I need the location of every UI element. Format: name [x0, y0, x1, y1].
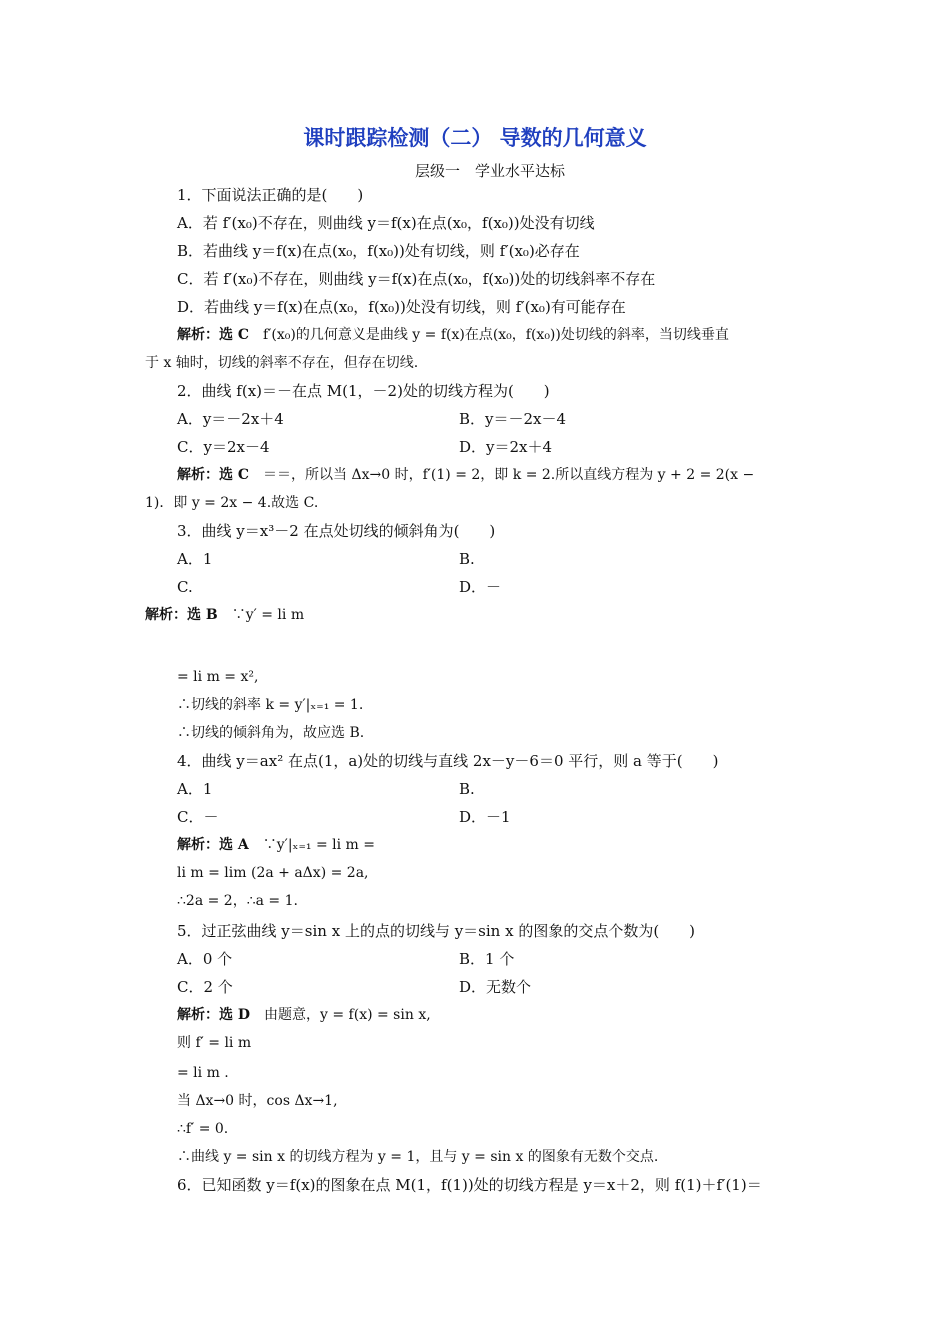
q4-stem: 4．曲线 y＝ax² 在点(1，a)处的切线与直线 2x－y－6＝0 平行，则 a 等于( ): [177, 752, 719, 770]
q5-solution-line5: ∴f′ = 0.: [177, 1121, 229, 1137]
q2-option-c: C．y＝2x－4: [177, 438, 270, 456]
q5-solution-line1: 解析：选 D 由题意，y = f(x) = sin x,: [177, 1007, 431, 1023]
section-subtitle: 层级一 学业水平达标: [414, 162, 565, 180]
q6-stem: 6．已知函数 y＝f(x)的图象在点 M(1，f(1))处的切线方程是 y＝x＋2，则 f(1)＋f′(1)＝: [177, 1176, 762, 1194]
q1-option-c: C．若 f′(x₀)不存在，则曲线 y＝f(x)在点(x₀，f(x₀))处的切线斜率不存在: [177, 270, 656, 288]
q2-option-b: B．y＝－2x－4: [459, 410, 567, 428]
q1-option-b: B．若曲线 y＝f(x)在点(x₀，f(x₀))处有切线，则 f′(x₀)必存在: [177, 242, 580, 260]
q1-stem: 1．下面说法正确的是( ): [177, 186, 364, 204]
q2-solution-line1: 解析：选 C ＝＝，所以当 Δx→0 时，f′(1) = 2，即 k = 2.所以直线方程为 y + 2 = 2(x −: [177, 467, 755, 483]
q5-solution-line3: = li m .: [177, 1065, 229, 1081]
q4-solution-line2: li m = lim (2a + aΔx) = 2a,: [177, 865, 369, 881]
q5-option-a: A．0 个: [177, 950, 233, 968]
q4-option-a: A．1: [177, 780, 213, 798]
q3-option-c: C.: [177, 578, 193, 596]
q1-solution-line1: 解析：选 C f′(x₀)的几何意义是曲线 y = f(x)在点(x₀，f(x₀))处切线的斜率，当切线垂直: [177, 327, 729, 343]
q5-option-b: B．1 个: [459, 950, 515, 968]
q2-stem: 2．曲线 f(x)＝－在点 M(1，－2)处的切线方程为( ): [177, 382, 550, 400]
q1-option-a: A．若 f′(x₀)不存在，则曲线 y＝f(x)在点(x₀，f(x₀))处没有切线: [177, 214, 595, 232]
q1-solution-line2: 于 x 轴时，切线的斜率不存在，但存在切线.: [145, 355, 419, 371]
q5-solution-line2: 则 f′ = li m: [177, 1035, 252, 1051]
q3-solution-line4: ∴切线的倾斜角为，故应选 B.: [177, 725, 365, 741]
q1-option-d: D．若曲线 y＝f(x)在点(x₀，f(x₀))处没有切线，则 f′(x₀)有可能存在: [177, 298, 626, 316]
q3-solution-line1: 解析：选 B ∵y′ = li m: [145, 607, 305, 623]
page-title: 课时跟踪检测（二） 导数的几何意义: [303, 126, 647, 150]
q2-option-d: D．y＝2x＋4: [459, 438, 553, 456]
q2-option-a: A．y＝－2x＋4: [177, 410, 284, 428]
q4-option-d: D．－1: [459, 808, 511, 826]
q5-option-c: C．2 个: [177, 978, 233, 996]
q5-solution-line4: 当 Δx→0 时，cos Δx→1,: [177, 1093, 338, 1109]
q3-solution-line3: ∴切线的斜率 k = y′|ₓ₌₁ = 1.: [177, 697, 364, 713]
q4-option-b: B.: [459, 780, 475, 798]
q4-option-c: C．－: [177, 808, 219, 826]
q3-option-d: D．－: [459, 578, 502, 596]
q4-solution-line1: 解析：选 A ∵y′|ₓ₌₁ = li m =: [177, 837, 375, 853]
q5-solution-line6: ∴曲线 y = sin x 的切线方程为 y = 1，且与 y = sin x 的图象有无数个交点.: [177, 1149, 659, 1165]
q4-solution-line3: ∴2a = 2，∴a = 1.: [177, 893, 298, 909]
q3-option-b: B.: [459, 550, 475, 568]
q3-stem: 3．曲线 y＝x³－2 在点处切线的倾斜角为( ): [177, 522, 496, 540]
q3-option-a: A．1: [177, 550, 213, 568]
q3-solution-line2: = li m = x²,: [177, 669, 259, 685]
q5-option-d: D．无数个: [459, 978, 532, 996]
q5-stem: 5．过正弦曲线 y＝sin x 上的点的切线与 y＝sin x 的图象的交点个数为( ): [177, 922, 696, 940]
q2-solution-line2: 1)．即 y = 2x − 4.故选 C.: [145, 495, 319, 511]
